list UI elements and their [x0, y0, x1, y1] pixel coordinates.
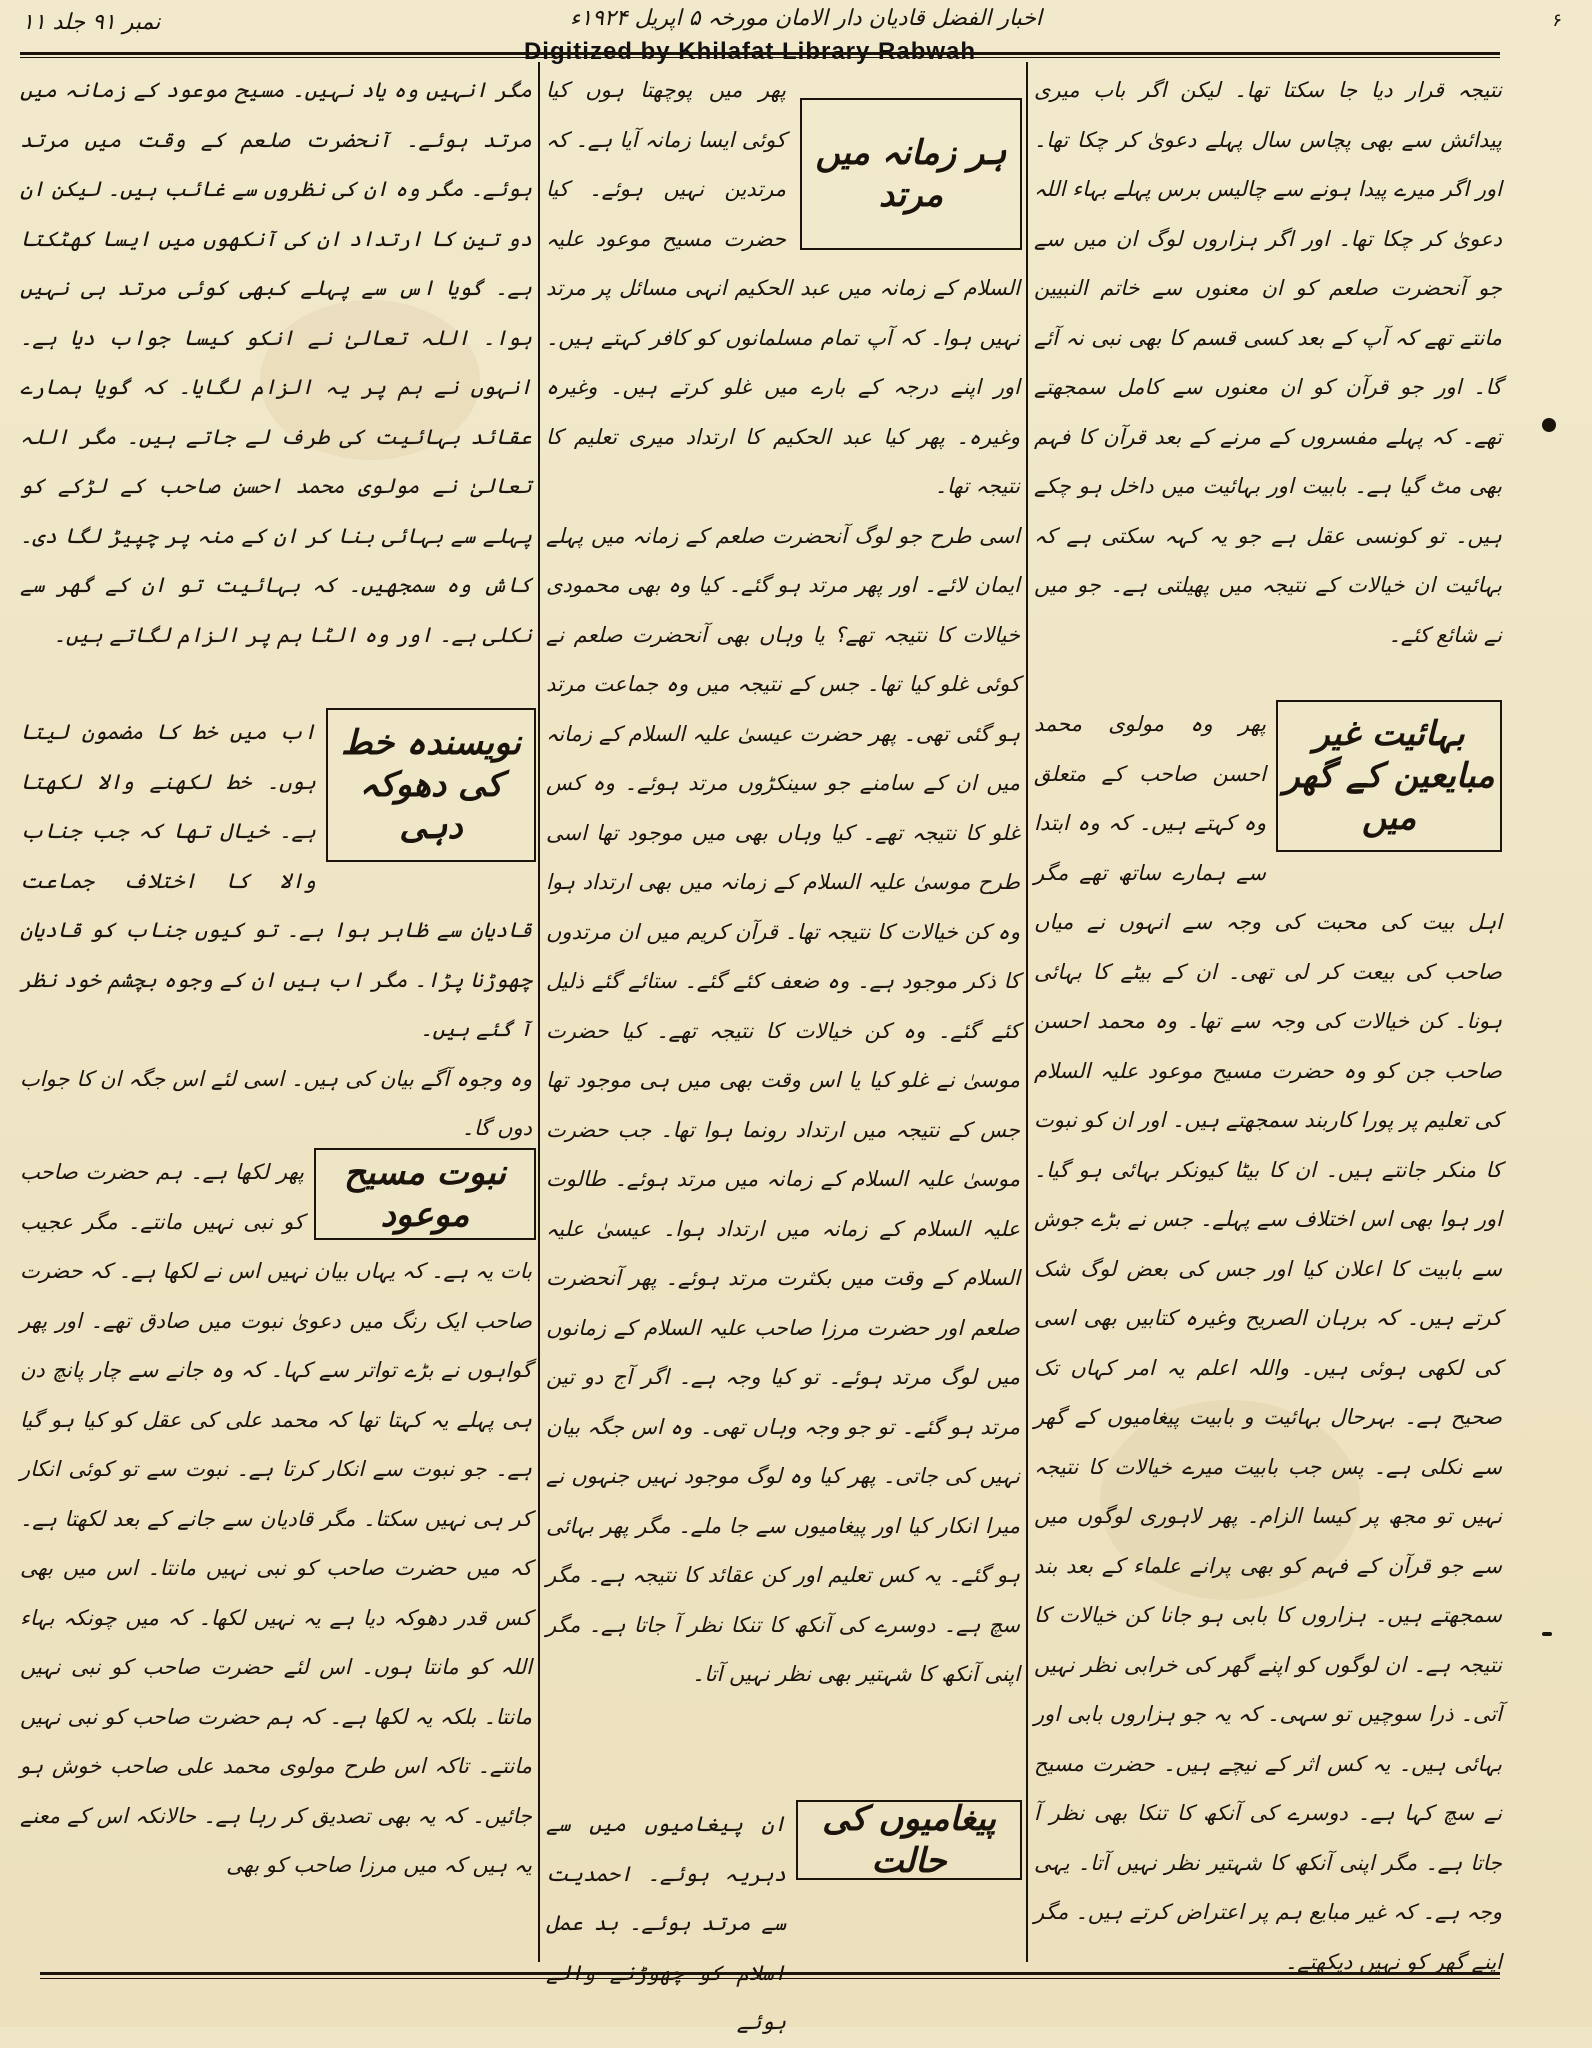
- column-divider-right: [1026, 62, 1028, 1962]
- right-column-top: [1034, 66, 1502, 686]
- paragraph: وہ وجوہ آگے بیان کی ہیں۔ اسی لئے اس جگہ ان کا جواب دوں گا۔: [20, 1066, 532, 1140]
- heading-spacer: [1266, 700, 1502, 852]
- paragraph: پھر وہ مولوی محمد احسن صاحب کے متعلق وہ کہتے ہیں۔ کہ وہ ابتدا سے ہمارے ساتھ تھے مگر اہل بیت کی محبت کی وجہ سے انہوں نے میاں صاحب کی بیعت کر لی تھی۔ ان کے بیٹے کا بہائی ہونا۔ کن خیالات کی وجہ سے تھا۔ وہ محمد احسن صاحب جن کو وہ حضرت مسیح موعود علیہ السلام کی تعلیم پر پورا کاربند سمجھتے ہیں۔ اور ان کو نبوت کا منکر جانتے ہیں۔ ان کا بیٹا کیونکر بہائی ہو گیا۔ اور ہوا بھی اس اختلاف سے پہلے۔ جس نے بڑے جوش سے بابیت کا اعلان کیا اور جس کی بعض لوگ شک کرتے ہیں۔ کہ برہان الصریح وغیرہ کتابیں بھی اسی کی لکھی ہوئی ہیں۔ واللہ اعلم یہ امر کہاں تک صحیح ہے۔ بہرحال بہائیت و بابیت پیغامیوں کے گھر سے نکلی ہے۔ پس جب بابیت میرے خیالات کا نتیجہ نہیں تو مجھ پر کیسا الزام۔ پھر لاہوری لوگوں میں سے جو قرآن کے فہم کو بھی پرانے علماء کے بعد بند سمجھتے ہیں۔ ہزاروں کا بابی ہو جانا کن خیالات کا نتیجہ ہے۔ ان لوگوں کو اپنے گھر کی خرابی نظر نہیں آتی۔ ذرا سوچیں تو سہی۔ کہ یہ جو ہزاروں بابی اور بہائی ہیں۔ یہ کس اثر کے نیچے ہیں۔ حضرت مسیح نے سچ کہا ہے۔ دوسرے کی آنکھ کا تنکا بھی نظر آ جاتا ہے۔ مگر اپنی آنکھ کا شہتیر نظر نہیں آتا۔ یہی وجہ ہے۔ کہ غیر مبایع ہم پر اعتراض کرتے ہیں۔ مگر اپنے گھر کو نہیں دیکھتے۔: [1034, 712, 1502, 1974]
- column-divider-left: [538, 62, 540, 1962]
- header-rule-thin: [20, 57, 1500, 58]
- heading-spacer: [316, 708, 532, 860]
- paragraph: اب میں خط کا مضمون لیتا ہوں۔ خط لکھنے والا لکھتا ہے۔ خیال تھا کہ جب جناب والا کا اختلاف جماعت قادیان سے ظاہر ہوا ہے۔ تو کیوں جناب کو قادیان چھوڑنا پڑا۔ مگر اب ہیں ان کے وجوہ بچشم خود نظر آ گئے ہیں۔: [20, 720, 532, 1041]
- paragraph: اسی طرح جو لوگ آنحضرت صلعم کے زمانہ میں پہلے ایمان لائے۔ اور پھر مرتد ہو گئے۔ کیا وہ بھی محمودی خیالات کا نتیجہ تھے؟ یا وہاں بھی آنحضرت صلعم نے کوئی غلو کیا تھا۔ جس کے نتیجہ میں وہ جماعت مرتد ہو گئی تھی۔ پھر حضرت عیسیٰ علیہ السلام کے زمانہ میں ان کے سامنے جو سینکڑوں مرتد ہوئے۔ وہ کس غلو کا نتیجہ تھے۔ کیا وہاں بھی میں موجود تھا اسی طرح موسیٰ علیہ السلام کے زمانہ میں بھی ارتداد ہوا وہ کن خیالات کا نتیجہ تھا۔ قرآن کریم میں ان مرتدوں کا ذکر موجود ہے۔ وہ ضعف کئے گئے۔ ستائے گئے ذلیل کئے گئے۔ وہ کن خیالات کا نتیجہ تھے۔ کیا حضرت موسیٰ نے غلو کیا یا اس وقت بھی میں ہی موجود تھا جس کے نتیجہ میں ارتداد رونما ہوا تھا۔ جب حضرت موسیٰ علیہ السلام کے زمانہ میں مرتد ہوئے۔ طالوت علیہ السلام کے زمانہ میں ارتداد ہوا۔ عیسیٰ علیہ السلام کے وقت میں بکثرت مرتد ہوئے۔ پھر آنحضرت صلعم اور حضرت مرزا صاحب علیہ السلام کے زمانوں میں لوگ مرتد ہوئے۔ تو کیا وجہ ہے۔ اگر آج دو تین مرتد ہو گئے۔ تو جو وجہ وہاں تھی۔ وہ اس جگہ بیان نہیں کی جاتی۔ پھر کیا وہ لوگ موجود نہیں جنہوں نے میرا انکار کیا اور پیغامیوں سے جا ملے۔ مگر پھر بہائی ہو گئے۔ یہ کس تعلیم اور کن عقائد کا نتیجہ ہے۔ مگر سچ ہے۔ دوسرے کی آنکھ کا تنکا نظر آ جاتا ہے۔ مگر اپنی آنکھ کا شہتیر بھی نظر نہیں آتا۔: [546, 523, 1020, 1686]
- paragraph: نتیجہ قرار دیا جا سکتا تھا۔ لیکن اگر باب میری پیدائش سے بھی پچاس سال پہلے دعویٰ کر چکا تھا۔ اور اگر میرے پیدا ہونے سے چالیس برس پہلے بہاء اللہ دعویٰ کر چکا تھا۔ اور اگر ہزاروں لوگ ان میں سے جو آنحضرت صلعم کو ان معنوں سے خاتم النبیین مانتے تھے کہ آپ کے بعد کسی قسم کا بھی نبی نہ آئے گا۔ اور جو قرآن کو ان معنوں سے کامل سمجھتے تھے۔ کہ پہلے مفسروں کے مرنے کے بعد قرآن کا فہم بھی مٹ گیا ہے۔ بابیت اور بہائیت میں داخل ہو چکے ہیں۔ تو کونسی عقل ہے جو یہ کہہ سکتی ہے کہ بہائیت ان خیالات کے نتیجہ میں پھیلتی ہے۔ جو میں نے شائع کئے۔: [1034, 78, 1502, 647]
- binding-hole: [1542, 418, 1556, 432]
- section-heading-bahaiyat: بہائیت غیر مبایعین کے گھر میں: [1276, 700, 1502, 852]
- right-column-body: [1034, 700, 1502, 1974]
- section-heading-nabuwwat: نبوت مسیح موعود: [314, 1148, 536, 1240]
- page-number: ۶: [1552, 10, 1562, 31]
- left-column-middle: [20, 708, 532, 1158]
- paragraph: پھر میں پوچھتا ہوں کیا کوئی ایسا زمانہ آیا ہے۔ کہ مرتدین نہیں ہوئے۔ کیا حضرت مسیح موعود علیہ السلام کے زمانہ میں عبد الحکیم انہی مسائل پر مرتد نہیں ہوا۔ کہ آپ تمام مسلمانوں کو کافر کہتے ہیں۔ اور اپنے درجہ کے بارے میں غلو کرتے ہیں۔ وغیرہ وغیرہ۔ پھر کیا عبد الحکیم کا ارتداد میری تعلیم کا نتیجہ تھا۔: [546, 78, 1020, 498]
- section-heading-dhoka: نویسندہ خط کی دھوکہ دہی: [326, 708, 536, 862]
- middle-column-end: [546, 1800, 786, 2034]
- paragraph: مگر انہیں وہ یاد نہیں۔ مسیح موعود کے زمانہ میں مرتد ہوئے۔ آنحضرت صلعم کے وقت میں مرتد ہوئے۔ مگر وہ ان کی نظروں سے غائب ہیں۔ لیکن ان دو تین کا ارتداد ان کی آنکھوں میں ایسا کھٹکتا ہے۔ گویا اس سے پہلے کبھی کوئی مرتد ہی نہیں ہوا۔ اللہ تعالیٰ نے انکو کیسا جواب دیا ہے۔ انہوں نے ہم پر یہ الزام لگایا۔ کہ گویا ہمارے عقائد بہائیت کی طرف لے جاتے ہیں۔ مگر اللہ تعالیٰ نے مولوی محمد احسن صاحب کے لڑکے کو پہلے سے بہائی بنا کر ان کے منہ پر چپیڑ لگا دی۔ کاش وہ سمجھیں۔ کہ بہائیت تو ان کے گھر سے نکلی ہے۔ اور وہ الٹا ہم پر الزام لگاتے ہیں۔: [20, 78, 532, 647]
- left-column-bottom: [20, 1148, 532, 1968]
- issue-number: نمبر ۹۱ جلد ۱۱: [22, 10, 161, 35]
- section-heading-murtad: ہر زمانہ میں مرتد: [800, 98, 1022, 250]
- heading-spacer: [304, 1148, 532, 1240]
- paragraph: پھر لکھا ہے۔ ہم حضرت صاحب کو نبی نہیں مانتے۔ مگر عجیب بات یہ ہے۔ کہ یہاں بیان نہیں اس نے لکھا ہے۔ کہ حضرت صاحب ایک رنگ میں دعویٰ نبوت میں صادق تھے۔ اور پھر گواہوں نے بڑے تواتر سے کہا۔ کہ وہ جانے سے چار پانچ دن ہی پہلے یہ کہتا تھا کہ محمد علی کی عقل کو کیا ہو گیا ہے۔ جو نبوت سے انکار کرتا ہے۔ نبوت سے تو کوئی انکار کر ہی نہیں سکتا۔ مگر قادیان سے جانے کے بعد لکھتا ہے۔ کہ میں حضرت صاحب کو نبی نہیں مانتا۔ اس میں بھی کس قدر دھوکہ دیا ہے یہ نہیں لکھا۔ کہ میں چونکہ بہاء اللہ کو مانتا ہوں۔ اس لئے حضرت صاحب کو نبی نہیں مانتا۔ بلکہ یہ لکھا ہے۔ کہ ہم حضرت صاحب کو نبی نہیں مانتے۔ تاکہ اس طرح مولوی محمد علی صاحب خوش ہو جائیں۔ کہ یہ بھی تصدیق کر رہا ہے۔ حالانکہ اس کے معنے یہ ہیں کہ میں مرزا صاحب کو بھی: [20, 1160, 533, 1877]
- left-column-top: [20, 66, 532, 696]
- heading-spacer: [786, 66, 1020, 250]
- header-rule: [20, 52, 1500, 55]
- binding-mark: [1542, 1632, 1552, 1636]
- newspaper-title: اخبار الفضل قادیان دار الامان مورخہ ۵ اپریل ۱۹۲۴ء: [570, 6, 1043, 31]
- middle-column-body: [546, 66, 1020, 1796]
- section-heading-paighami: پیغامیوں کی حالت: [796, 1800, 1022, 1880]
- paragraph: ان پیغامیوں میں سے دہریہ ہوئے۔ احمدیت سے مرتد ہوئے۔ بد عمل اسلام کو چھوڑنے والے ہوئے: [546, 1812, 786, 2034]
